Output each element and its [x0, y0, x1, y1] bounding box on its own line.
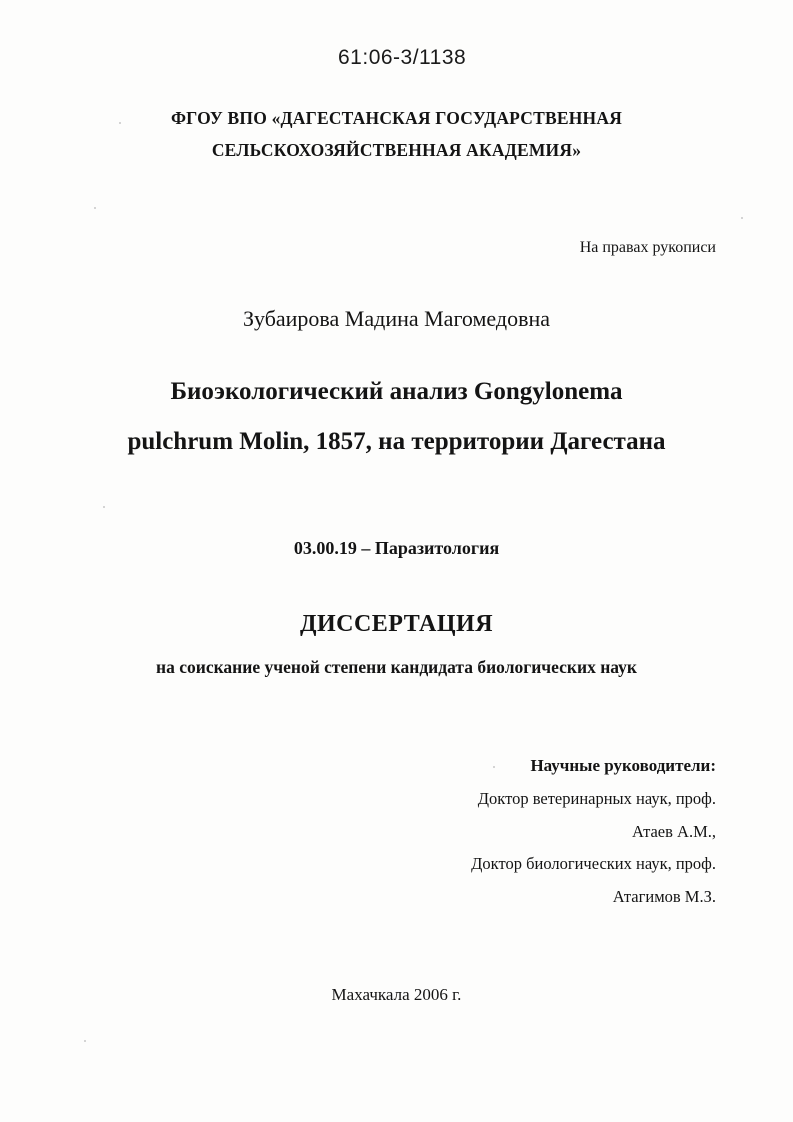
scan-speck — [741, 217, 743, 219]
supervisor-1-name: Атаев А.М., — [631, 822, 716, 841]
institution-name-line1: ФГОУ ВПО «ДАГЕСТАНСКАЯ ГОСУДАРСТВЕННАЯ — [170, 108, 623, 128]
supervisor-2-title: Доктор биологических наук, проф. — [471, 854, 716, 873]
author-name: Зубаирова Мадина Магомедовна — [242, 306, 551, 331]
supervisor-2-name: Атагимов М.З. — [612, 887, 716, 906]
dissertation-title-line2: pulchrum Molin, 1857, на территории Дагестана — [127, 428, 666, 455]
degree-description: на соискание ученой степени кандидата биологических наук — [156, 657, 637, 677]
scan-speck — [94, 207, 96, 209]
scan-speck — [103, 506, 105, 508]
scan-speck — [119, 122, 121, 124]
scan-speck — [493, 766, 495, 768]
dissertation-title-line1: Биоэкологический анализ Gongylonema — [170, 378, 623, 405]
manuscript-rights-note: На правах рукописи — [579, 239, 716, 256]
city-year: Махачкала 2006 г. — [331, 985, 462, 1004]
institution-name-line2: СЕЛЬСКОХОЗЯЙСТВЕННАЯ АКАДЕМИЯ» — [211, 140, 582, 160]
archive-code: 61:06-3/1138 — [338, 46, 467, 69]
specialty-code: 03.00.19 – Паразитология — [293, 538, 500, 558]
scan-speck — [84, 1040, 86, 1042]
document-type: ДИССЕРТАЦИЯ — [299, 611, 494, 637]
supervisors-heading: Научные руководители: — [530, 756, 716, 775]
supervisor-1-title: Доктор ветеринарных наук, проф. — [477, 789, 716, 808]
